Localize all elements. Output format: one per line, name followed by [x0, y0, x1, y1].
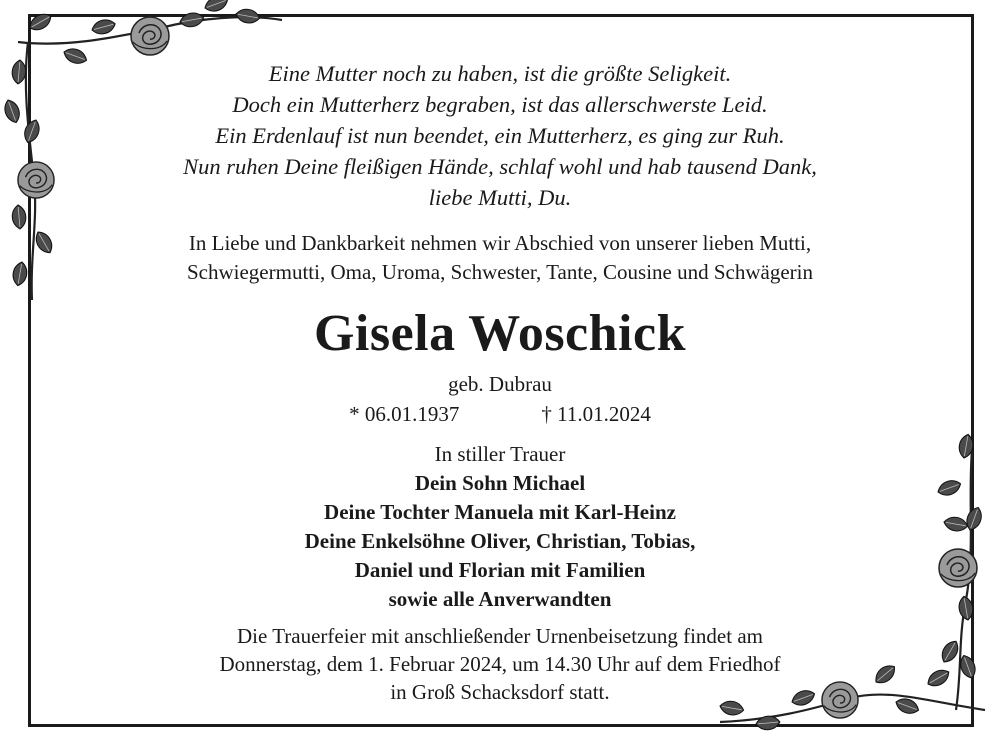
funeral-line: in Groß Schacksdorf statt. [390, 680, 610, 704]
memorial-poem [60, 58, 940, 213]
mourner-line: sowie alle Anverwandten [388, 587, 612, 611]
funeral-line: Donnerstag, dem 1. Februar 2024, um 14.30 Uhr auf dem Friedhof [219, 652, 781, 676]
intro-line: In Liebe und Dankbarkeit nehmen wir Abschied von unserer lieben Mutti, [188, 231, 812, 255]
mourners-list [60, 469, 940, 614]
mourner-line: Deine Enkelsöhne Oliver, Christian, Tobias, [304, 529, 696, 553]
mourner-line: Deine Tochter Manuela mit Karl-Heinz [324, 500, 676, 524]
poem-line: Nun ruhen Deine fleißigen Hände, schlaf wohl und hab tausend Dank, [183, 154, 817, 179]
death-date: † 11.01.2024 [541, 402, 651, 426]
poem-line: Doch ein Mutterherz begraben, ist das allerschwerste Leid. [232, 92, 768, 117]
funeral-details [60, 622, 940, 706]
funeral-line: Die Trauerfeier mit anschließender Urnenbeisetzung findet am [237, 624, 763, 648]
poem-line: Ein Erdenlauf ist nun beendet, ein Mutterherz, es ging zur Ruh. [215, 123, 785, 148]
poem-line: Eine Mutter noch zu haben, ist die größte Seligkeit. [268, 61, 732, 86]
obituary-content [60, 58, 940, 706]
rose-icon [131, 17, 169, 55]
life-dates [60, 399, 940, 429]
birth-date: * 06.01.1937 [349, 402, 460, 426]
poem-line: liebe Mutti, Du. [428, 185, 572, 210]
mourner-line: Daniel und Florian mit Familien [354, 558, 646, 582]
mourning-heading: In stiller Trauer [434, 442, 566, 466]
farewell-intro [60, 229, 940, 287]
mourner-line: Dein Sohn Michael [414, 471, 586, 495]
maiden-name: geb. Dubrau [448, 372, 552, 396]
deceased-name: Gisela Woschick [313, 305, 687, 362]
intro-line: Schwiegermutti, Oma, Uroma, Schwester, Tante, Cousine und Schwägerin [186, 260, 813, 284]
